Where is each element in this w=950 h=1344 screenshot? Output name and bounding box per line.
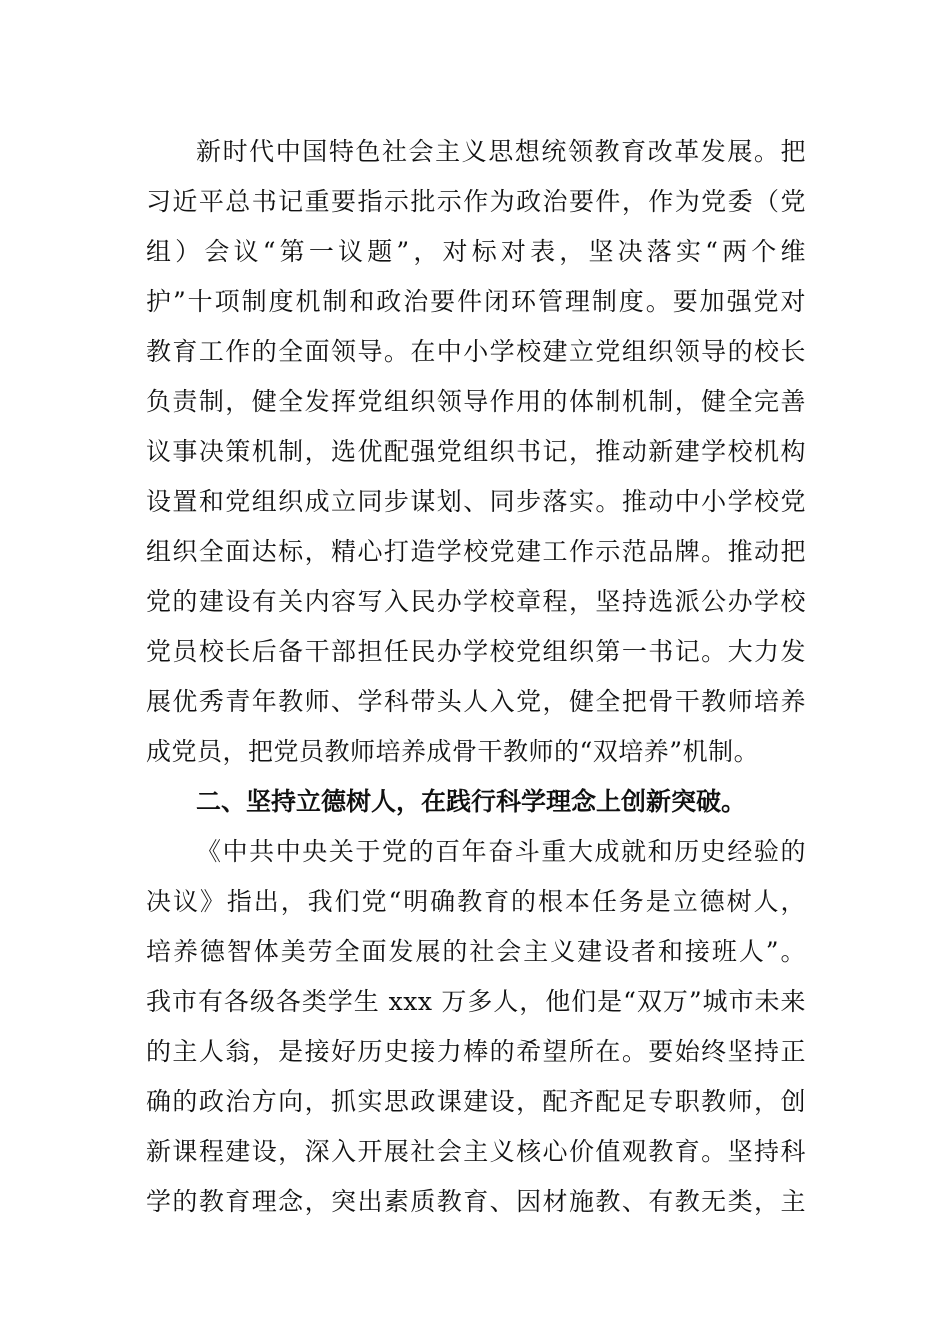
text-line: 新课程建设，深入开展社会主义核心价值观教育。坚持科: [146, 1137, 806, 1166]
text-line: 习近平总书记重要指示批示作为政治要件，作为党委（党: [146, 187, 806, 216]
paragraph-party-leadership: [146, 127, 806, 777]
text-line: 教育工作的全面领导。在中小学校建立党组织领导的校长: [146, 337, 806, 366]
text-line: 我市有各级各类学生 xxx 万多人，他们是“双万”城市未来: [146, 987, 806, 1016]
section-heading: 二、坚持立德树人，在践行科学理念上创新突破。: [196, 787, 747, 816]
text-line: 组织全面达标，精心打造学校党建工作示范品牌。推动把: [146, 537, 806, 566]
document-body: [146, 127, 806, 1227]
text-line: 新时代中国特色社会主义思想统领教育改革发展。把: [196, 137, 806, 166]
text-line: 护”十项制度机制和政治要件闭环管理制度。要加强党对: [146, 287, 806, 316]
paragraph-moral-education: [146, 827, 806, 1227]
text-line: 议事决策机制，选优配强党组织书记，推动新建学校机构: [146, 437, 806, 466]
text-line: 成党员，把党员教师培养成骨干教师的“双培养”机制。: [146, 737, 760, 766]
text-line: 党员校长后备干部担任民办学校党组织第一书记。大力发: [146, 637, 806, 666]
text-line: 设置和党组织成立同步谋划、同步落实。推动中小学校党: [146, 487, 806, 516]
text-line: 确的政治方向，抓实思政课建设，配齐配足专职教师，创: [146, 1087, 806, 1116]
text-line: 决议》指出，我们党“明确教育的根本任务是立德树人，: [146, 887, 806, 916]
text-line: 负责制，健全发挥党组织领导作用的体制机制，健全完善: [146, 387, 806, 416]
text-line: 《中共中央关于党的百年奋斗重大成就和历史经验的: [196, 837, 806, 866]
text-line: 展优秀青年教师、学科带头人入党，健全把骨干教师培养: [146, 687, 806, 716]
text-line: 党的建设有关内容写入民办学校章程，坚持选派公办学校: [146, 587, 806, 616]
text-line: 的主人翁，是接好历史接力棒的希望所在。要始终坚持正: [146, 1037, 806, 1066]
text-line: 学的教育理念，突出素质教育、因材施教、有教无类，主: [146, 1187, 806, 1216]
text-line: 培养德智体美劳全面发展的社会主义建设者和接班人”。: [146, 937, 806, 966]
text-line: 组）会议“第一议题”，对标对表，坚决落实“两个维: [146, 237, 806, 266]
